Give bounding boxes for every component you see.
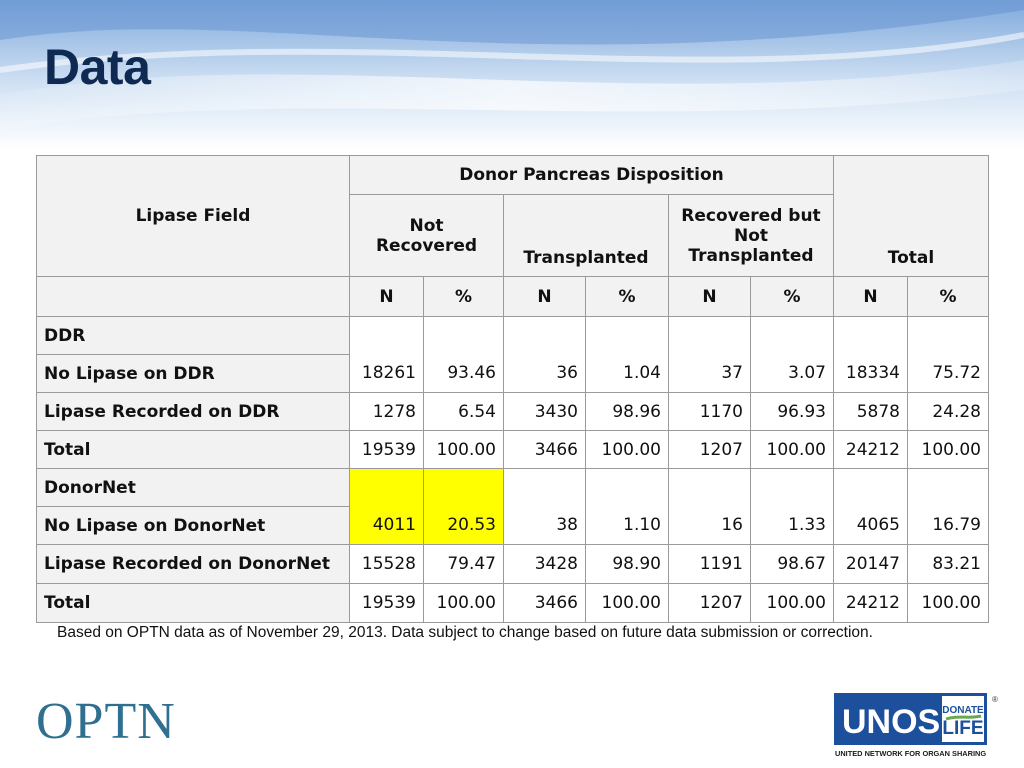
cell-value: 3428 xyxy=(504,545,586,584)
cell-value: 16.79 xyxy=(908,507,989,545)
row-label: Total xyxy=(37,431,350,469)
cell-value: 3430 xyxy=(504,393,586,431)
cell-value: 100.00 xyxy=(751,584,834,623)
cell-value: 19539 xyxy=(350,431,424,469)
table-row xyxy=(37,507,989,545)
row-label: Lipase Recorded on DonorNet xyxy=(37,545,350,584)
cell-value: 4065 xyxy=(834,507,908,545)
cell-value: 3.07 xyxy=(751,355,834,393)
cell-value: 38 xyxy=(504,507,586,545)
cell-value: 83.21 xyxy=(908,545,989,584)
cell-value: 75.72 xyxy=(908,355,989,393)
row-label: Total xyxy=(37,584,350,623)
cell-value: 24212 xyxy=(834,431,908,469)
table-row xyxy=(37,393,989,431)
unos-logo-text: UNOS xyxy=(842,703,941,741)
row-label: No Lipase on DonorNet xyxy=(37,507,350,545)
table-row xyxy=(37,355,989,393)
cell-value: 100.00 xyxy=(908,584,989,623)
cell-value: 3466 xyxy=(504,584,586,623)
section-row-donornet xyxy=(37,469,989,507)
cell-value: 98.90 xyxy=(586,545,669,584)
cell-value: 16 xyxy=(669,507,751,545)
slide-title: Data xyxy=(44,39,151,95)
subheader-n: N xyxy=(669,277,751,317)
cell-value: 98.96 xyxy=(586,393,669,431)
cell-value: 3466 xyxy=(504,431,586,469)
cell-value: 1170 xyxy=(669,393,751,431)
optn-logo: OPTN xyxy=(36,693,176,750)
cell-value: 1278 xyxy=(350,393,424,431)
cell-value: 1.33 xyxy=(751,507,834,545)
cell-value: 93.46 xyxy=(424,355,504,393)
cell-value: 100.00 xyxy=(586,431,669,469)
section-label: DDR xyxy=(37,317,350,355)
header-banner xyxy=(0,0,1024,150)
cell-value: 1.04 xyxy=(586,355,669,393)
cell-value: 100.00 xyxy=(424,584,504,623)
unos-logo xyxy=(834,693,1004,759)
col-header-total: Total xyxy=(834,156,989,277)
subheader-pct: % xyxy=(751,277,834,317)
table-row-total xyxy=(37,584,989,623)
cell-value: 36 xyxy=(504,355,586,393)
registered-mark: ® xyxy=(992,695,998,704)
cell-value: 20147 xyxy=(834,545,908,584)
table-row xyxy=(37,545,989,584)
section-row-ddr xyxy=(37,317,989,355)
cell-value: 100.00 xyxy=(751,431,834,469)
subheader-pct: % xyxy=(586,277,669,317)
corner-header: Lipase Field xyxy=(37,156,350,277)
subheader-n: N xyxy=(504,277,586,317)
cell-value: 19539 xyxy=(350,584,424,623)
cell-value: 98.67 xyxy=(751,545,834,584)
subheader-pct: % xyxy=(424,277,504,317)
col-header-recovered-not-transplanted: Recovered but Not Transplanted xyxy=(669,195,834,277)
cell-value-highlighted: 4011 xyxy=(350,507,424,545)
data-footnote: Based on OPTN data as of November 29, 2013. Data subject to change based on future data submission or correction. xyxy=(57,624,873,641)
cell-value: 1.10 xyxy=(586,507,669,545)
cell-value: 18334 xyxy=(834,355,908,393)
cell-value: 6.54 xyxy=(424,393,504,431)
col-header-transplanted: Transplanted xyxy=(504,195,669,277)
cell-value: 96.93 xyxy=(751,393,834,431)
unos-tagline: UNITED NETWORK FOR ORGAN SHARING xyxy=(835,749,987,758)
row-label: Lipase Recorded on DDR xyxy=(37,393,350,431)
cell-value-highlighted: 20.53 xyxy=(424,507,504,545)
col-header-not-recovered: Not Recovered xyxy=(350,195,504,277)
cell-value: 1207 xyxy=(669,431,751,469)
cell-value: 37 xyxy=(669,355,751,393)
cell-value: 5878 xyxy=(834,393,908,431)
cell-value: 1191 xyxy=(669,545,751,584)
cell-value: 100.00 xyxy=(424,431,504,469)
donate-text: DONATE xyxy=(942,705,984,716)
cell-value: 1207 xyxy=(669,584,751,623)
subheader-n: N xyxy=(834,277,908,317)
cell-value: 18261 xyxy=(350,355,424,393)
cell-value: 100.00 xyxy=(586,584,669,623)
subheader-n: N xyxy=(350,277,424,317)
cell-value: 100.00 xyxy=(908,431,989,469)
subheader-pct: % xyxy=(908,277,989,317)
table-row-total xyxy=(37,431,989,469)
life-text: LIFE xyxy=(942,718,984,739)
row-label: No Lipase on DDR xyxy=(37,355,350,393)
cell-value: 15528 xyxy=(350,545,424,584)
cell-value: 24.28 xyxy=(908,393,989,431)
section-label: DonorNet xyxy=(37,469,350,507)
cell-value: 79.47 xyxy=(424,545,504,584)
group-header: Donor Pancreas Disposition xyxy=(350,156,834,195)
lipase-disposition-table xyxy=(36,155,989,623)
cell-value: 24212 xyxy=(834,584,908,623)
subheader-blank xyxy=(37,277,350,317)
